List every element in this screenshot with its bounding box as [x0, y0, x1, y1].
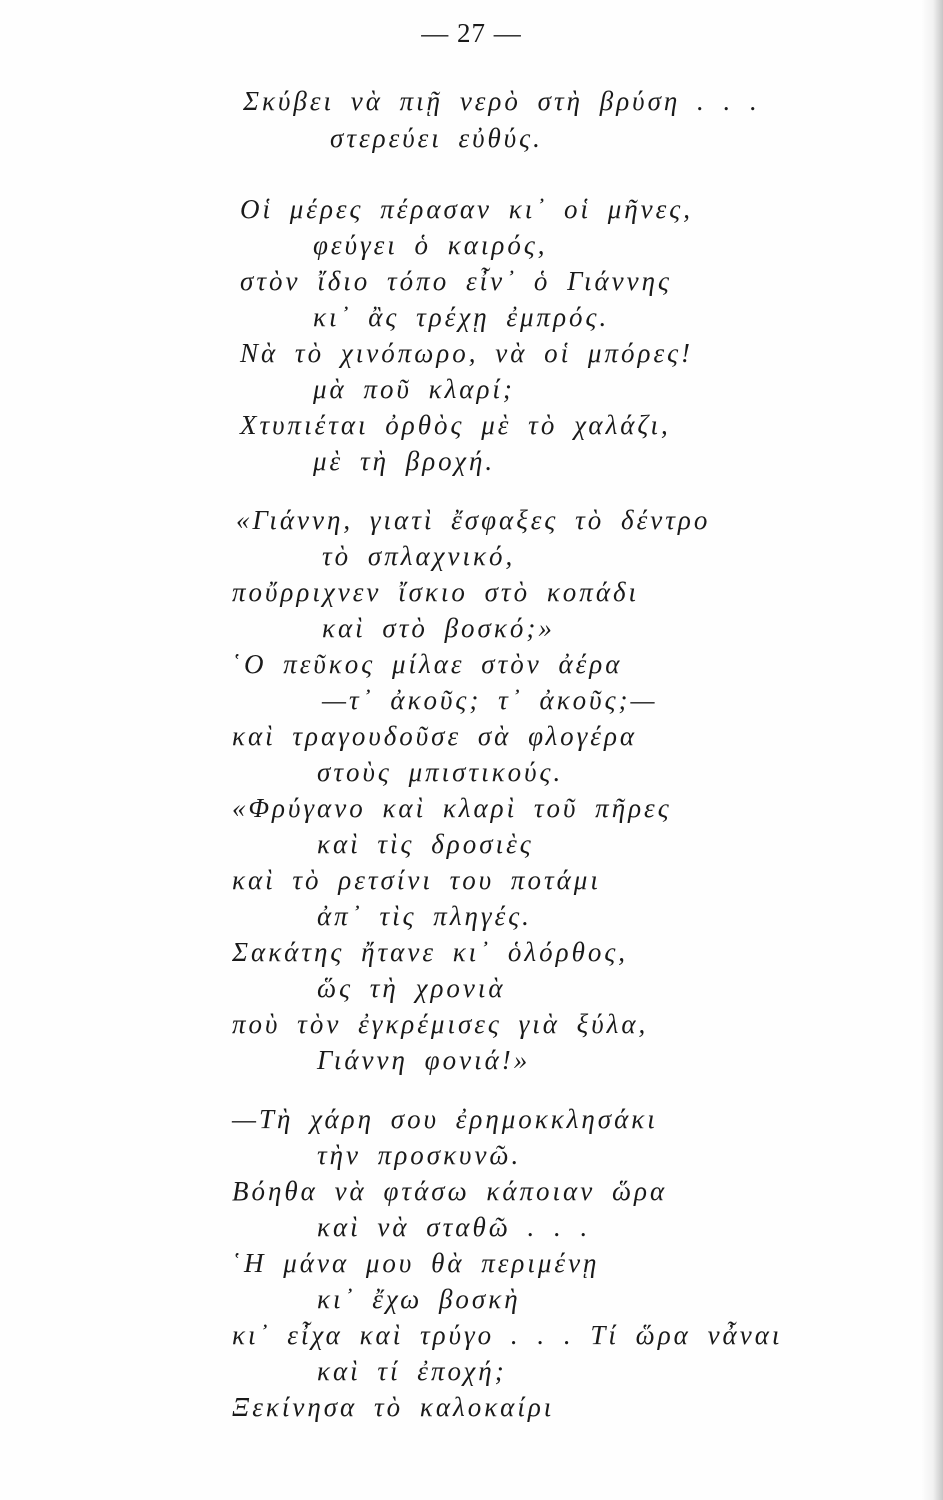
poem-line: Βόηθα νὰ φτάσω κάποιαν ὥρα: [232, 1176, 668, 1206]
poem-line: καὶ νὰ σταθῶ . . .: [317, 1212, 591, 1242]
poem-line: καὶ στὸ βοσκό;»: [322, 613, 555, 643]
poem-line: —Τὴ χάρη σου ἐρημοκκλησάκι: [232, 1104, 658, 1134]
poem-line: μὲ τὴ βροχή.: [313, 446, 496, 476]
poem-line: ὥς τὴ χρονιὰ: [317, 973, 506, 1003]
poem-line: ῾Ο πεῦκος μίλαε στὸν ἀέρα: [232, 649, 623, 679]
poem-line: στὸν ἴδιο τόπο εἶν᾽ ὁ Γιάννης: [240, 266, 672, 296]
poem-line: ῾Η μάνα μου θὰ περιμένῃ: [232, 1248, 600, 1278]
poem-line: τὸ σπλαχνικό,: [322, 541, 516, 571]
poem-line: ἀπ᾽ τὶς πληγές.: [317, 901, 532, 931]
poem-line: ποὺ τὸν ἐγκρέμισες γιὰ ξύλα,: [232, 1009, 649, 1039]
poem-line: Ξεκίνησα τὸ καλοκαίρι: [232, 1392, 555, 1422]
poem-line: Οἱ μέρες πέρασαν κι᾽ οἱ μῆνες,: [240, 194, 693, 224]
poem-line: ποὔρριχνεν ἴσκιο στὸ κοπάδι: [232, 577, 640, 607]
poem-line: Γιάννη φονιά!»: [317, 1045, 531, 1075]
poem-line: Νὰ τὸ χινόπωρο, νὰ οἱ μπόρες!: [240, 338, 694, 368]
poem-line: μὰ ποῦ κλαρί;: [313, 374, 515, 404]
poem-line: στερεύει εὐθύς.: [330, 123, 543, 153]
poem-line: «Γιάννη, γιατὶ ἔσφαξες τὸ δέντρο: [236, 505, 711, 535]
poem-line: κι᾽ ἔχω βοσκὴ: [317, 1284, 521, 1314]
page-edge-shadow: [921, 0, 943, 1500]
poem-line: κι᾽ ἂς τρέχῃ ἐμπρός.: [313, 302, 610, 332]
poem-line: Σκύβει νὰ πιῇ νερὸ στὴ βρύση . . .: [243, 86, 760, 116]
poem-line: κι᾽ εἶχα καὶ τρύγο . . . Τί ὥρα νἆναι: [232, 1320, 783, 1350]
poem-line: καὶ τραγουδοῦσε σὰ φλογέρα: [232, 721, 638, 751]
poem-line: φεύγει ὁ καιρός,: [313, 230, 548, 260]
poem-line: Σακάτης ἤτανε κι᾽ ὁλόρθος,: [232, 937, 629, 967]
poem-line: Χτυπιέται ὀρθὸς μὲ τὸ χαλάζι,: [240, 410, 671, 440]
poem-line: καὶ τὸ ρετσίνι του ποτάμι: [232, 865, 601, 895]
poem-line: καὶ τὶς δροσιὲς: [317, 829, 534, 859]
poem-line: τὴν προσκυνῶ.: [317, 1140, 522, 1170]
poem-line: «Φρύγανο καὶ κλαρὶ τοῦ πῆρες: [232, 793, 672, 823]
poem-line: καὶ τί ἐποχή;: [317, 1356, 507, 1386]
poem-line: στοὺς μπιστικούς.: [317, 757, 564, 787]
poem-line: —τ᾽ ἀκοῦς; τ᾽ ἀκοῦς;—: [322, 685, 658, 715]
page-number: — 27 —: [421, 18, 522, 48]
